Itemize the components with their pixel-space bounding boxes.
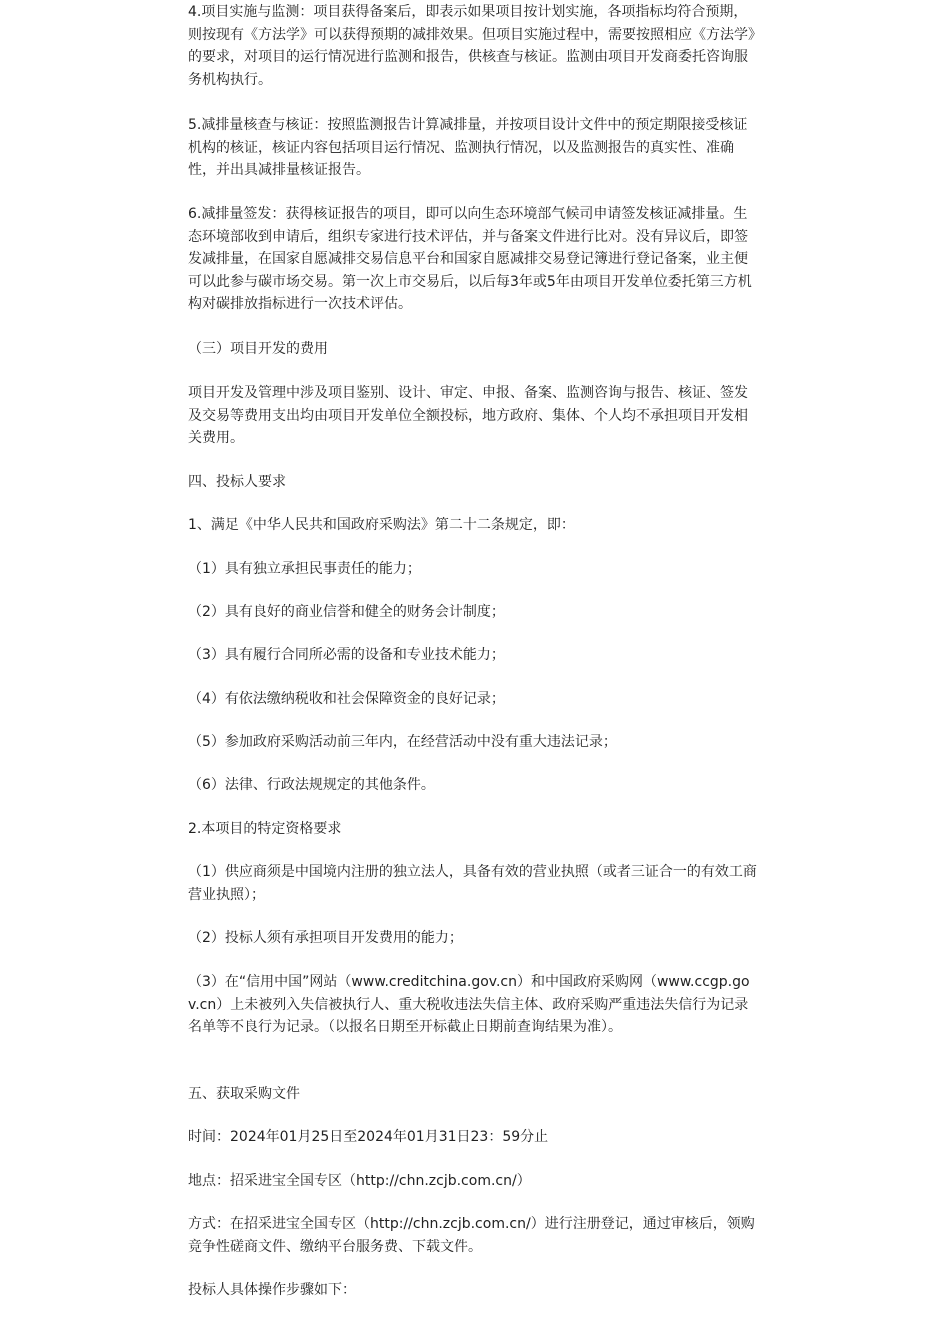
list-item-requirement-2: （2）具有良好的商业信誉和健全的财务会计制度； [188, 604, 505, 620]
paragraph-bidder-steps: 投标人具体操作步骤如下： [188, 1282, 356, 1298]
paragraph-emission-issuance: 6.减排量签发：获得核证报告的项目，即可以向生态环境部气候司申请签发核证减排量。生态环境部收到申请后，组织专家进行技术评估，并与备案文件进行比对。没有异议后，即签发减排量，在国家自愿减排交易信息平台和国家自愿减排交易登记簿进行登记备案，业主便可以此参与碳市场交易。第一次上市交易后，以后每3年或5年由项目开发单位委托第三方机构对碳排放指标进行一次技术评估。 [188, 206, 752, 312]
list-item-requirement-5: （5）参加政府采购活动前三年内，在经营活动中没有重大违法记录； [188, 734, 617, 750]
list-item-requirement-6: （6）法律、行政法规规定的其他条件。 [188, 777, 435, 793]
list-item-requirement-4: （4）有依法缴纳税收和社会保障资金的良好记录； [188, 691, 505, 707]
list-item-requirement-3: （3）具有履行合同所必需的设备和专业技术能力； [188, 647, 505, 663]
paragraph-development-costs: 项目开发及管理中涉及项目鉴别、设计、审定、申报、备案、监测咨询与报告、核证、签发及交易等费用支出均由项目开发单位全额投标，地方政府、集体、个人均不承担项目开发相关费用。 [188, 385, 748, 446]
paragraph-emission-verification: 5.减排量核查与核证：按照监测报告计算减排量，并按项目设计文件中的预定期限接受核证机构的核证，核证内容包括项目运行情况、监测执行情况，以及监测报告的真实性、准确性，并出具减排量核证报告。 [188, 117, 748, 178]
list-item-qualification-3: （3）在“信用中国”网站（www.creditchina.gov.cn）和中国政府采购网（www.ccgp.gov.cn）上未被列入失信被执行人、重大税收违法失信主体、政府采购严重违法失信行为记录名单等不良行为记录。（以报名日期至开标截止日期前查询结果为准）。 [188, 974, 750, 1035]
list-item-requirement-1: （1）具有独立承担民事责任的能力； [188, 561, 421, 577]
section-heading-bidder-requirements: 四、投标人要求 [188, 474, 286, 490]
list-item-qualification-2: （2）投标人须有承担项目开发费用的能力； [188, 930, 463, 946]
paragraph-project-implementation-monitoring: 4.项目实施与监测：项目获得备案后，即表示如果项目按计划实施，各项指标均符合预期，则按现有《方法学》可以获得预期的减排效果。但项目实施过程中，需要按照相应《方法学》的要求，对项目的运行情况进行监测和报告，供核查与核证。监测由项目开发商委托咨询服务机构执行。 [188, 4, 755, 88]
section-heading-development-costs: （三）项目开发的费用 [188, 341, 328, 357]
section-heading-specific-qualifications: 2.本项目的特定资格要求 [188, 821, 342, 837]
section-heading-obtain-documents: 五、获取采购文件 [188, 1086, 300, 1102]
paragraph-obtain-time: 时间：2024年01月25日至2024年01月31日23：59分止 [188, 1129, 549, 1145]
paragraph-procurement-law-requirement: 1、满足《中华人民共和国政府采购法》第二十二条规定，即： [188, 517, 575, 533]
list-item-qualification-1: （1）供应商须是中国境内注册的独立法人，具备有效的营业执照（或者三证合一的有效工商营业执照）； [188, 864, 757, 903]
paragraph-obtain-location: 地点：招采进宝全国专区（http://chn.zcjb.com.cn/） [188, 1173, 531, 1189]
paragraph-obtain-method: 方式：在招采进宝全国专区（http://chn.zcjb.com.cn/）进行注册登记，通过审核后，领购竞争性磋商文件、缴纳平台服务费、下载文件。 [188, 1216, 755, 1255]
